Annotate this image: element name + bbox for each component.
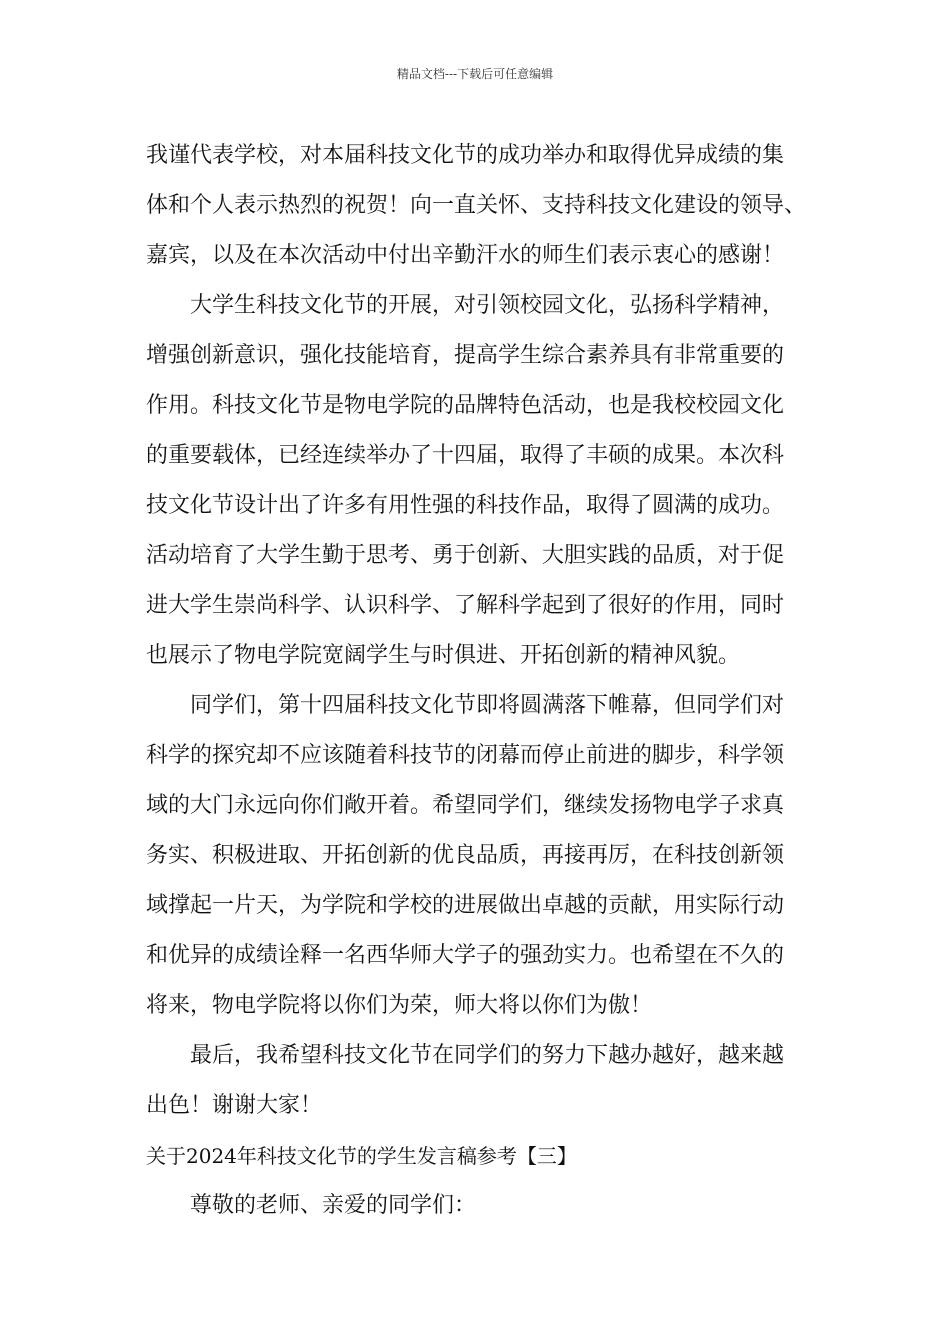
text-line: 作用。科技文化节是物电学院的品牌特色活动，也是我校校园文化 [146,393,785,418]
text-line: 域的大门永远向你们敞开着。希望同学们，继续发扬物电学子求真 [146,793,785,818]
text-line: 务实、积极进取、开拓创新的优良品质，再接再厉，在科技创新领 [146,843,785,868]
text-line: 也展示了物电学院宽阔学生与时俱进、开拓创新的精神风貌。 [146,643,741,668]
text-line: 我谨代表学校，对本届科技文化节的成功举办和取得优异成绩的集 [146,143,785,168]
text-line: 大学生科技文化节的开展，对引领校园文化，弘扬科学精神， [190,293,785,318]
text-line: 的重要载体，已经连续举办了十四届，取得了丰硕的成果。本次科 [146,443,785,468]
text-line: 增强创新意识，强化技能培育，提高学生综合素养具有非常重要的 [146,343,785,368]
page-header: 精品文档---下载后可任意编辑 [396,67,554,81]
text-line: 进大学生崇尚科学、认识科学、了解科学起到了很好的作用，同时 [146,593,785,618]
text-line: 和优异的成绩诠释一名西华师大学子的强劲实力。也希望在不久的 [146,943,785,968]
text-line: 出色！谢谢大家！ [146,1093,323,1118]
text-line: 科学的探究却不应该随着科技节的闭幕而停止前进的脚步，科学领 [146,743,785,768]
section-heading: 关于2024年科技文化节的学生发言稿参考【三】 [146,1144,577,1168]
text-line: 域撑起一片天，为学院和学校的进展做出卓越的贡献，用实际行动 [146,893,785,918]
document-body [146,131,810,1231]
text-line: 最后，我希望科技文化节在同学们的努力下越办越好，越来越 [190,1043,785,1068]
text-line: 体和个人表示热烈的祝贺！向一直关怀、支持科技文化建设的领导、 [146,193,807,218]
text-line: 将来，物电学院将以你们为荣，师大将以你们为傲！ [146,993,653,1018]
text-line: 同学们，第十四届科技文化节即将圆满落下帷幕，但同学们对 [190,693,785,718]
text-line: 技文化节设计出了许多有用性强的科技作品，取得了圆满的成功。 [146,493,785,518]
text-line: 嘉宾，以及在本次活动中付出辛勤汗水的师生们表示衷心的感谢！ [146,243,785,268]
text-line: 活动培育了大学生勤于思考、勇于创新、大胆实践的品质，对于促 [146,543,785,568]
text-line: 尊敬的老师、亲爱的同学们： [190,1193,477,1218]
